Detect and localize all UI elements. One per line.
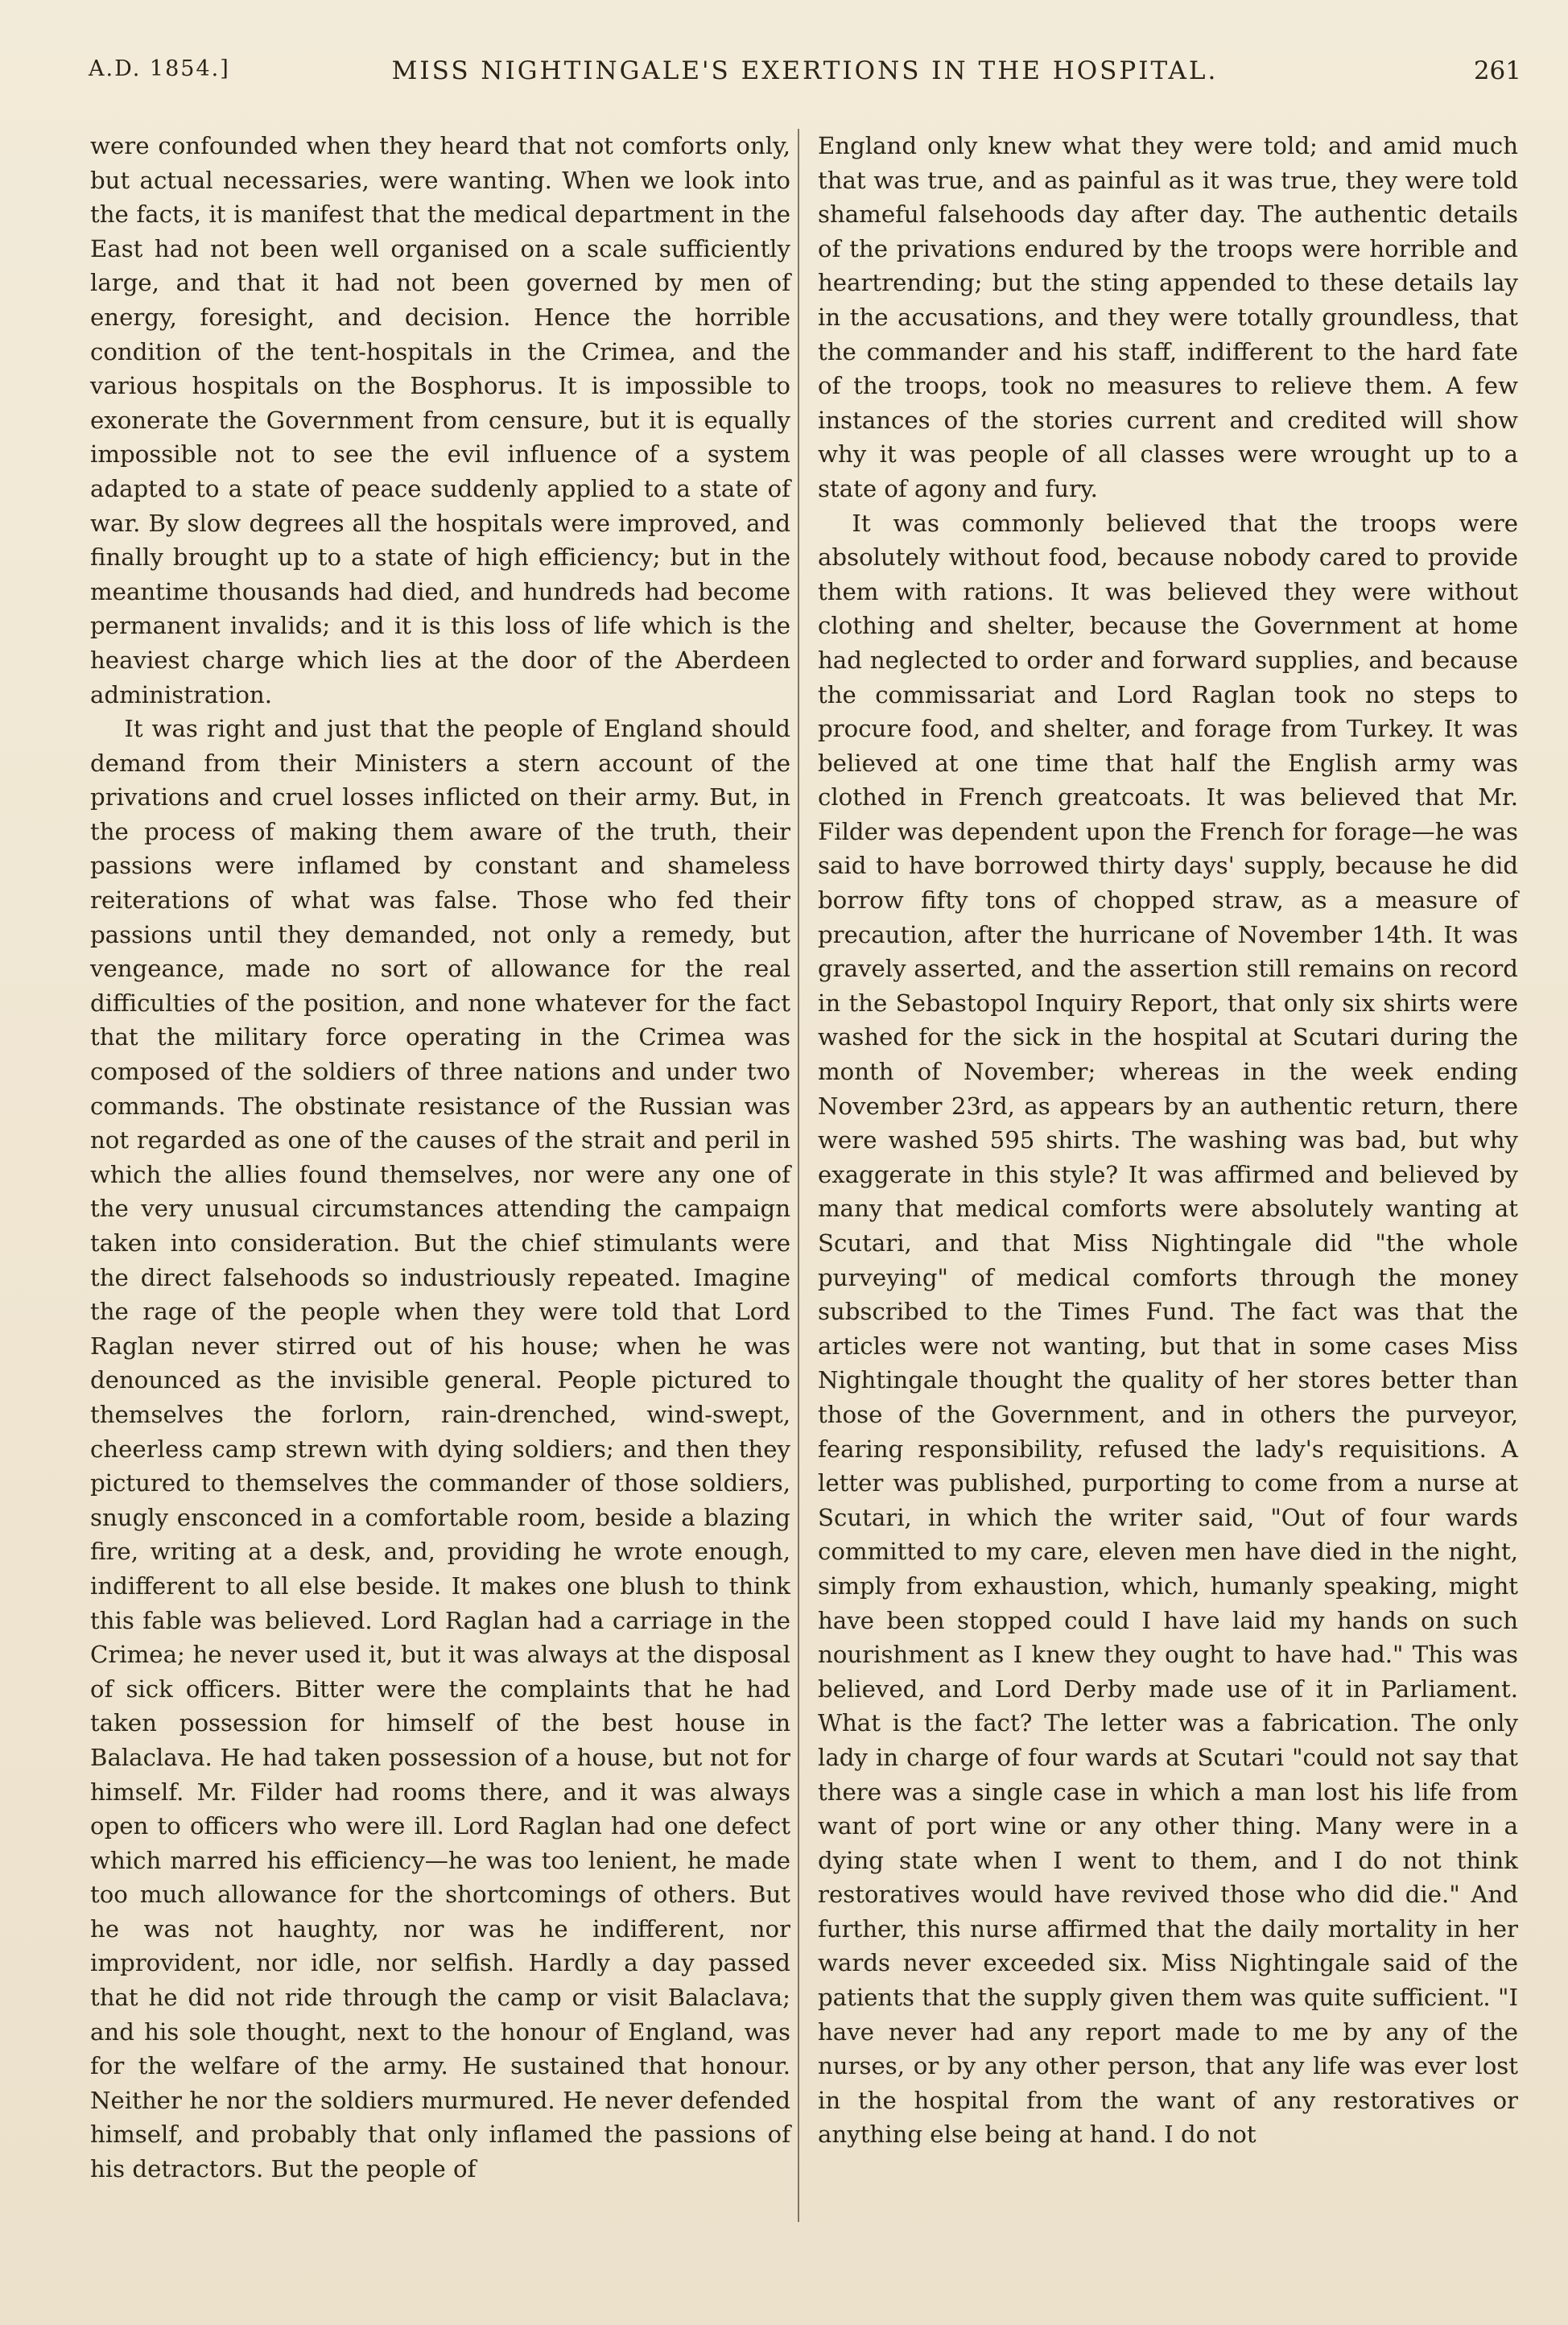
- running-header: [89, 56, 1521, 105]
- right-paragraph-2: It was commonly believed that the troops were absolutely without food, because nobody cared to provide them with rations. It was believed they were without clothing and shelter, because the Government at home had neglected to order and forward supplies, and because the commissariat and Lord Raglan took no steps to procure food, and shelter, and forage from Turkey. It was believed at one time that half the English army was clothed in French greatcoats. It was believed that Mr. Filder was dependent upon the French for forage—he was said to have borrowed thirty days' supply, because he did borrow fifty tons of chopped straw, as a measure of precaution, after the hurricane of November 14th. It was gravely asserted, and the assertion still remains on record in the Sebastopol Inquiry Report, that only six shirts were washed for the sick in the hospital at Scutari during the month of November; whereas in the week ending November 23rd, as appears by an authentic return, there were washed 595 shirts. The washing was bad, but why exaggerate in this style? It was affirmed and believed by many that medical comforts were absolutely wanting at Scutari, and that Miss Nightingale did "the whole purveying" of medical comforts through the money subscribed to the Times Fund. The fact was that the articles were not wanting, but that in some cases Miss Nightingale thought the quality of her stores better than those of the Government, and in others the purveyor, fearing responsibility, refused the lady's requisitions. A letter was published, purporting to come from a nurse at Scutari, in which the writer said, "Out of four wards committed to my care, eleven men have died in the night, simply from exhaustion, which, humanly speaking, might have been stopped could I have laid my hands on such nourishment as I knew they ought to have had." This was believed, and Lord Derby made use of it in Parliament. What is the fact? The letter was a fabrication. The only lady in charge of four wards at Scutari "could not say that there was a single case in which a man lost his life from want of port wine or any other thing. Many were in a dying state when I went to them, and I do not think restoratives would have revived those who did die." And further, this nurse affirmed that the daily mortality in her wards never exceeded six. Miss Nightingale said of the patients that the supply given them was quite sufficient. "I have never had any report made to me by any of the nurses, or by any other person, that any life was ever lost in the hospital from the want of any restoratives or anything else being at hand. I do not: [818, 509, 1518, 2149]
- page-number: 261: [1473, 56, 1521, 85]
- left-paragraph-2: It was right and just that the people of England should demand from their Ministers a stern account of the privations and cruel losses inflicted on their army. But, in the process of making them aware of the truth, their passions were inflamed by constant and shameless reiterations of what was false. Those who fed their passions until they demanded, not only a remedy, but vengeance, made no sort of allowance for the real difficulties of the position, and none whatever for the fact that the military force operating in the Crimea was composed of the soldiers of three nations and under two commands. The obstinate resistance of the Russian was not regarded as one of the causes of the strait and peril in which the allies found themselves, nor were any one of the very unusual circumstances attending the campaign taken into consideration. But the chief stimulants were the direct falsehoods so industriously repeated. Imagine the rage of the people when they were told that Lord Raglan never stirred out of his house; when he was denounced as the invisible general. People pictured to themselves the forlorn, rain-drenched, wind-swept, cheerless camp strewn with dying soldiers; and then they pictured to themselves the commander of those soldiers, snugly ensconced in a comfortable room, beside a blazing fire, writing at a desk, and, providing he wrote enough, indifferent to all else beside. It makes one blush to think this fable was believed. Lord Raglan had a carriage in the Crimea; he never used it, but it was always at the disposal of sick officers. Bitter were the complaints that he had taken possession for himself of the best house in Balaclava. He had taken possession of a house, but not for himself. Mr. Filder had rooms there, and it was always open to officers who were ill. Lord Raglan had one defect which marred his efficiency—he was too lenient, he made too much allowance for the shortcomings of others. But he was not haughty, nor was he indifferent, nor improvident, nor idle, nor selfish. Hardly a day passed that he did not ride through the camp or visit Balaclava; and his sole thought, next to the honour of England, was for the welfare of the army. He sustained that honour. Neither he nor the soldiers murmured. He never defended himself, and probably that only inflamed the passions of his detractors. But the people of: [90, 715, 790, 2183]
- header-title: MISS NIGHTINGALE'S EXERTIONS IN THE HOSPITAL.: [391, 56, 1219, 85]
- right-column: [818, 129, 1518, 2152]
- column-divider: [798, 129, 799, 2222]
- left-paragraph-1: were confounded when they heard that not comforts only, but actual necessaries, were wanting. When we look into the facts, it is manifest that the medical department in the East had not been well organised on a scale sufficiently large, and that it had not been governed by men of energy, foresight, and decision. Hence the horrible condition of the tent-hospitals in the Crimea, and the various hospitals on the Bosphorus. It is impossible to exonerate the Government from censure, but it is equally impossible not to see the evil influence of a system adapted to a state of peace suddenly applied to a state of war. By slow degrees all the hospitals were improved, and finally brought up to a state of high efficiency; but in the meantime thousands had died, and hundreds had become permanent invalids; and it is this loss of life which is the heaviest charge which lies at the door of the Aberdeen administration.: [90, 132, 790, 708]
- header-date: A.D. 1854.]: [89, 56, 230, 81]
- right-paragraph-1: England only knew what they were told; and amid much that was true, and as painful as it was true, they were told shameful falsehoods day after day. The authentic details of the privations endured by the troops were horrible and heartrending; but the sting appended to these details lay in the accusations, and they were totally groundless, that the commander and his staff, indifferent to the hard fate of the troops, took no measures to relieve them. A few instances of the stories current and credited will show why it was people of all classes were wrought up to a state of agony and fury.: [818, 132, 1518, 502]
- left-column: [90, 129, 790, 2187]
